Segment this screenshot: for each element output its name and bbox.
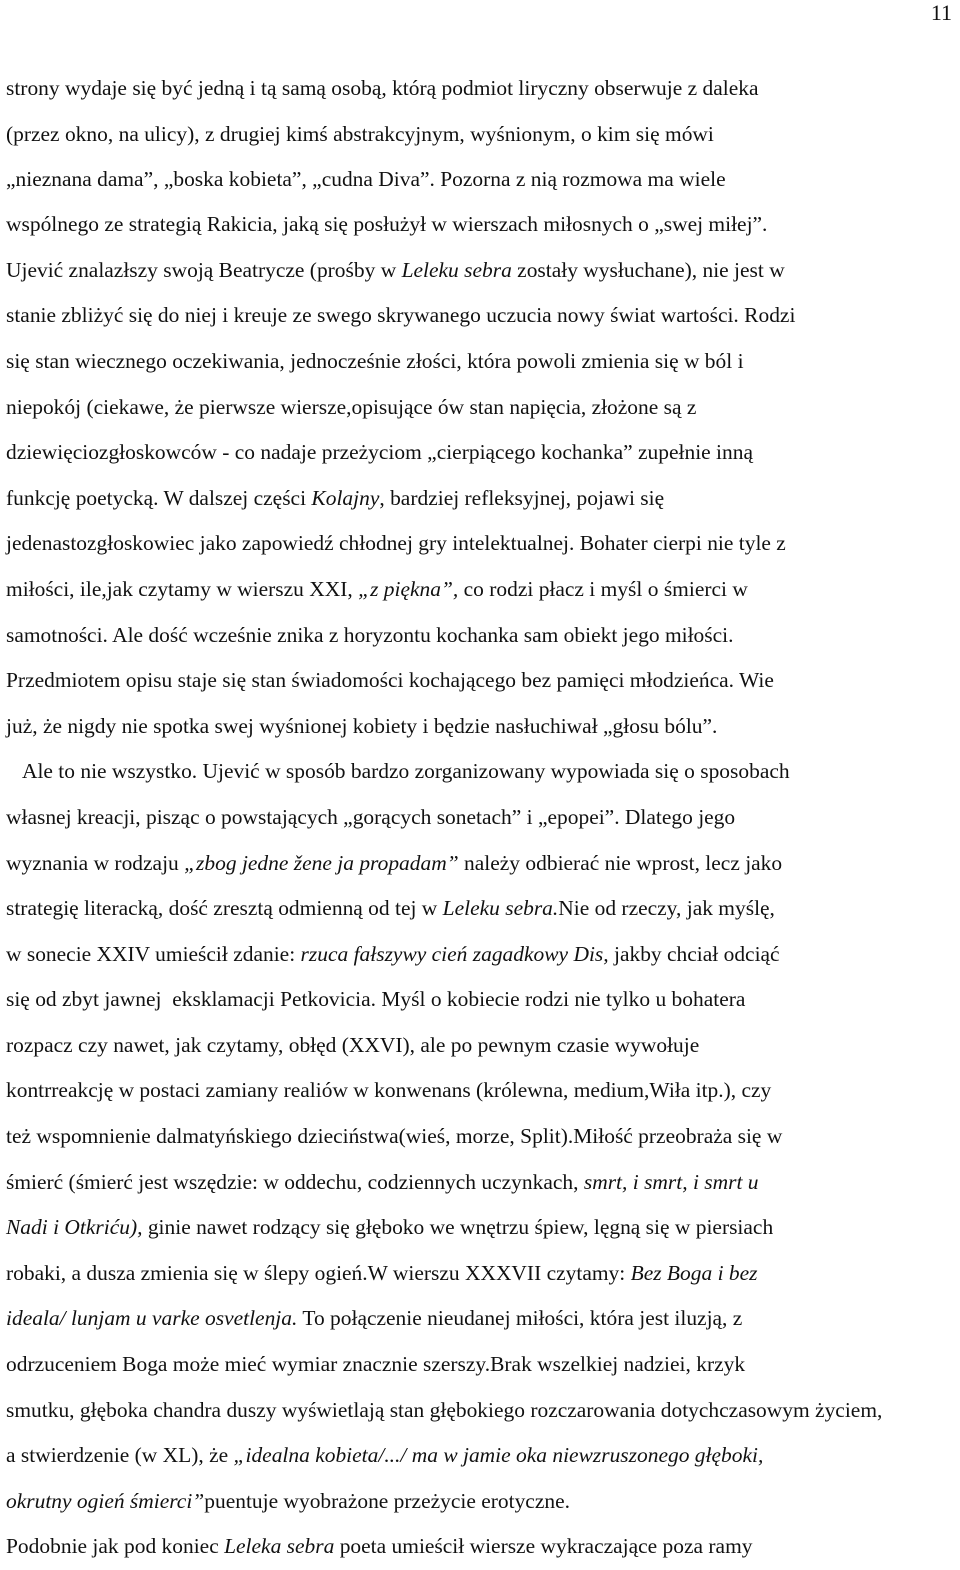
italic-text: Leleku sebra <box>401 257 512 282</box>
text-line <box>6 658 954 704</box>
italic-text: Kolajny <box>311 485 380 510</box>
text-run: jedenastozgłoskowiec jako zapowiedź chłodnej gry intelektualnej. Bohater cierpi nie tyle z <box>6 531 786 556</box>
text-run: a stwierdzenie (w XL), że <box>6 1443 234 1468</box>
text-line <box>6 1068 954 1114</box>
text-run: się od zbyt jawnej eksklamacji Petkovicia. Myśl o kobiecie rodzi nie tylko u bohatera <box>6 987 746 1012</box>
page-number: 11 <box>930 0 952 25</box>
text-line <box>6 112 954 157</box>
text-line <box>6 749 954 795</box>
text-line <box>6 157 954 203</box>
body-text <box>6 66 956 1570</box>
text-run: poeta umieścił wiersze wykraczające poza ramy <box>334 1534 753 1559</box>
text-run: smutku, głęboka chandra duszy wyświetlają stan głębokiego rozczarowania dotychczasowym życiem, <box>6 1397 883 1422</box>
text-line <box>6 704 954 750</box>
text-run: strony wydaje się być jedną i tą samą osobą, którą podmiot liryczny obserwuje z daleka <box>6 76 759 100</box>
text-run: też wspomnienie dalmatyńskiego dzieciństwa(wieś, morze, Split).Miłość przeobraża się w <box>6 1124 783 1149</box>
text-line <box>6 1251 954 1297</box>
italic-text: Leleka sebra <box>224 1534 335 1559</box>
text-line <box>6 1160 954 1206</box>
italic-text: Nadi i Otkriću), <box>6 1215 143 1240</box>
text-line <box>6 202 954 248</box>
text-run: samotności. Ale dość wcześnie znika z horyzontu kochanka sam obiekt jego miłości. <box>6 622 734 647</box>
text-run: kontrreakcję w postaci zamiany realiów w konwenans (królewna, medium,Wiła itp.), czy <box>6 1078 772 1103</box>
text-line <box>6 886 954 932</box>
text-run: w sonecie XXIV umieścił zdanie: <box>6 941 301 966</box>
text-line <box>6 567 954 613</box>
text-line <box>6 1296 954 1342</box>
text-run: ginie nawet rodzący się głęboko we wnętrzu śpiew, lęgną się w piersiach <box>142 1215 774 1240</box>
italic-text: „z piękna”, <box>358 576 459 601</box>
text-run: się stan wiecznego oczekiwania, jednocześnie złości, która powoli zmienia się w ból i <box>6 348 744 373</box>
text-run: strategię literacką, dość zresztą odmienną od tej w <box>6 896 443 921</box>
text-run: dziewięciozgłoskowców - co nadaje przeżyciom „cierpiącego kochanka” zupełnie inną <box>6 440 753 465</box>
text-run: Przedmiotem opisu staje się stan świadomości kochającego bez pamięci młodzieńca. Wie <box>6 668 774 693</box>
text-line <box>6 521 954 567</box>
text-line <box>6 339 954 385</box>
text-run: Podobnie jak pod koniec <box>6 1534 225 1559</box>
text-line <box>6 430 954 476</box>
italic-text: „idealna kobieta/.../ ma w jamie oka niewzruszonego głęboki, <box>233 1443 764 1468</box>
italic-text: Leleku sebra. <box>442 896 559 921</box>
italic-text: smrt, i smrt, i smrt u <box>583 1169 759 1194</box>
text-run: rozpacz czy nawet, jak czytamy, obłęd (XXVI), ale po pewnym czasie wywołuje <box>6 1032 700 1057</box>
italic-text: okrutny ogień śmierci” <box>6 1488 205 1513</box>
text-line <box>6 1524 954 1570</box>
text-line <box>6 293 954 339</box>
text-run: własnej kreacji, pisząc o powstających „gorących sonetach” i „epopei”. Dlatego jego <box>6 804 736 829</box>
italic-text: Bez Boga i bez <box>630 1260 758 1285</box>
text-run: wyznania w rodzaju <box>6 850 185 875</box>
text-line <box>6 66 954 112</box>
text-run: stanie zbliżyć się do niej i kreuje ze swego skrywanego uczucia nowy świat wartości. Rodzi <box>6 303 796 328</box>
text-run: Ujević znalazłszy swoją Beatrycze (prośby w <box>6 257 402 282</box>
italic-text: ideala/ lunjam u varke osvetlenja. <box>6 1306 298 1331</box>
text-run: robaki, a dusza zmienia się w ślepy ogień.W wierszu XXXVII czytamy: <box>6 1260 631 1285</box>
text-line <box>6 1479 954 1525</box>
text-run: , bardziej refleksyjnej, pojawi się <box>379 485 665 510</box>
text-line <box>6 613 954 659</box>
text-run: miłości, ile,jak czytamy w wierszu XXI, <box>6 576 359 601</box>
text-line <box>6 1342 954 1388</box>
text-run: niepokój (ciekawe, że pierwsze wiersze,opisujące ów stan napięcia, złożone są z <box>6 394 697 419</box>
italic-text: „zbog jedne žene ja propadam” <box>184 850 459 875</box>
text-run: Ale to nie wszystko. Ujević w sposób bardzo zorganizowany wypowiada się o sposobach <box>21 759 790 784</box>
text-line <box>6 385 954 431</box>
text-line <box>6 1205 954 1251</box>
text-run: odrzuceniem Boga może mieć wymiar znacznie szerszy.Brak wszelkiej nadziei, krzyk <box>6 1352 746 1377</box>
text-line <box>6 1388 954 1434</box>
text-run: należy odbierać nie wprost, lecz jako <box>458 850 783 875</box>
text-run: wspólnego ze strategią Rakicia, jaką się posłużył w wierszach miłosnych o „swej miłej”. <box>6 212 768 237</box>
text-run: puentuje wyobrażone przeżycie erotyczne. <box>204 1488 570 1513</box>
text-run: zostały wysłuchane), nie jest w <box>511 257 785 282</box>
text-line <box>6 248 954 294</box>
text-line <box>6 1114 954 1160</box>
text-run: To połączenie nieudanej miłości, która jest iluzją, z <box>297 1306 743 1331</box>
text-run: co rodzi płacz i myśl o śmierci w <box>458 576 748 601</box>
text-run: (przez okno, na ulicy), z drugiej kimś abstrakcyjnym, wyśnionym, o kim się mówi <box>6 121 714 146</box>
text-line <box>6 1433 954 1479</box>
text-line <box>6 476 954 522</box>
text-run: Nie od rzeczy, jak myślę, <box>558 896 775 921</box>
text-line <box>6 977 954 1023</box>
italic-text: rzuca fałszywy cień zagadkowy Dis, <box>300 941 609 966</box>
text-run: jakby chciał odciąć <box>608 941 780 966</box>
text-line <box>6 932 954 978</box>
text-line <box>6 841 954 887</box>
text-run: już, że nigdy nie spotka swej wyśnionej kobiety i będzie nasłuchiwał „głosu bólu”. <box>6 713 718 738</box>
text-run: funkcję poetycką. W dalszej części <box>6 485 312 510</box>
text-run: śmierć (śmierć jest wszędzie: w oddechu, codziennych uczynkach, <box>6 1169 584 1194</box>
text-line <box>6 795 954 841</box>
text-run: „nieznana dama”, „boska kobieta”, „cudna Diva”. Pozorna z nią rozmowa ma wiele <box>6 166 726 191</box>
text-line <box>6 1023 954 1069</box>
